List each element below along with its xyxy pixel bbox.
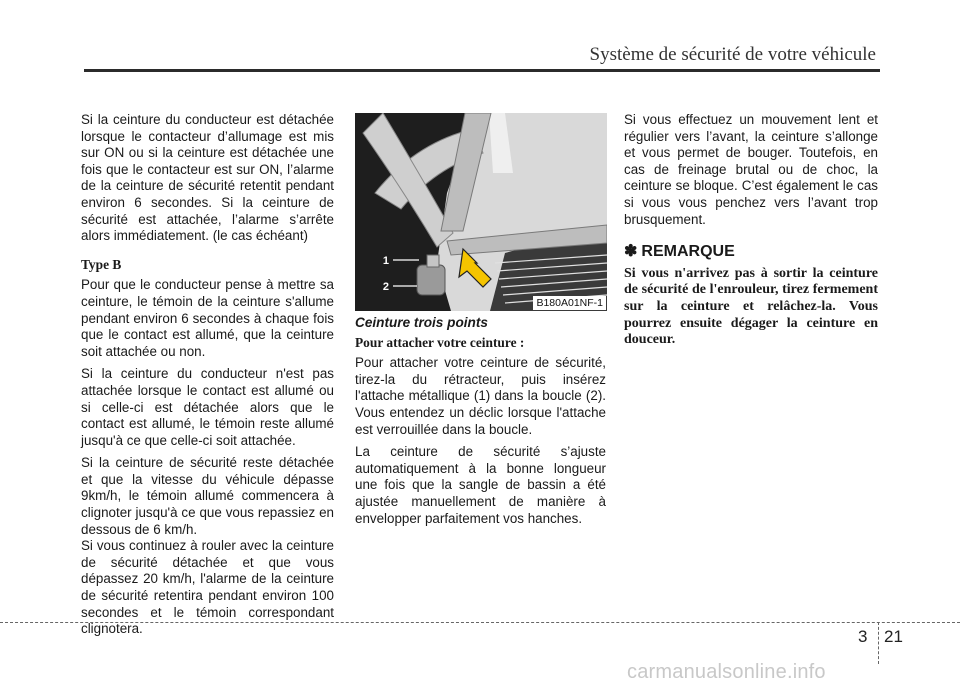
note-title: REMARQUE [641, 243, 735, 261]
paragraph-auto-adjust: La ceinture de sécurité s’ajuste automatiquement à la bonne longueur une fois que la sangle de bassin a été ajustée manuellement de manière à envelopper parfaitement vos hanches. [355, 444, 606, 526]
paragraph-alarm: Si la ceinture du conducteur est détachée lorsque le contacteur d’allumage est mis sur ON ou si la ceinture est détachée une fois que le contacteur est sur ON, l’alarme de la ceinture de sécurité retentit pendant environ 6 secondes. Si la ceinture de sécurité est attachée, l’alarme s’arrête alors immédiatement. (le cas échéant) [81, 112, 334, 244]
seatbelt-drawing [355, 113, 607, 311]
page-number: 21 [884, 627, 903, 646]
header-rule [84, 69, 880, 72]
paragraph-fasten-instructions: Pour attacher votre ceinture de sécurité, tirez-la du rétracteur, puis insérez l'attache métallique (1) dans la boucle (2). Vous entendez un déclic lorsque l'attache est verrouillée dans la boucle. [355, 355, 606, 437]
paragraph-belt-lock: Si vous effectuez un mouvement lent et régulier vers l’avant, la ceinture s’allonge et vous permet de bouger. Toutefois, en cas de freinage brutal ou de choc, la ceinture se bloque. C’est également le cas si vous vous penchez vers l’avant trop brusquement. [624, 112, 878, 227]
page-number-separator [878, 622, 879, 664]
paragraph-type-b-2: Si la ceinture du conducteur n'est pas attachée lorsque le contact est allumé ou si celle-ci est détachée alors que le contact est allumé, le témoin reste allumé jusqu'à ce que celle-ci soit attachée. [81, 366, 334, 448]
watermark: carmanualsonline.info [627, 661, 826, 683]
callout-2-label: 2 [382, 281, 389, 293]
paragraph-type-b-3: Si la ceinture de sécurité reste détachée et que la vitesse du véhicule dépasse 9km/h, le témoin allumé commencera à clignoter jusqu'à ce que vous repassiez en dessous de 6 km/h. [81, 455, 334, 537]
column-right [624, 112, 878, 349]
note-body: Si vous n'arrivez pas à sortir la ceinture de sécurité de l'enrouleur, tirez fermement sur la ceinture et relâchez-la. Vous pourrez ensuite dégager la ceinture en douceur. [624, 265, 878, 348]
paragraph-type-b-1: Pour que le conducteur pense à mettre sa ceinture, le témoin de la ceinture s'allume pendant environ 6 secondes à chaque fois que le contact est allumé, que la ceinture soit attachée ou non. [81, 277, 334, 359]
note-heading [624, 244, 878, 261]
column-left [81, 112, 334, 644]
chapter-number: 3 [858, 627, 868, 646]
paragraph-type-b-4: Si vous continuez à rouler avec la ceinture de sécurité détachée et que vous dépassez 20 km/h, l'alarme de la ceinture de sécurité retentira pendant environ 100 secondes et le témoin correspondant clignotera. [81, 538, 334, 637]
figure-caption: B180A01NF-1 [533, 296, 606, 310]
seatbelt-illustration [355, 113, 607, 311]
footer-rule [0, 622, 960, 623]
subtitle-fasten-belt: Pour attacher votre ceinture : [355, 334, 525, 350]
heading-type-b: Type B [81, 256, 122, 272]
section-title-three-point-belt: Ceinture trois points [355, 315, 488, 330]
callout-1-label: 1 [382, 255, 389, 267]
running-header-title: Système de sécurité de votre véhicule [589, 44, 876, 65]
asterisk-icon: ✽ [624, 243, 638, 261]
column-middle [355, 315, 606, 533]
